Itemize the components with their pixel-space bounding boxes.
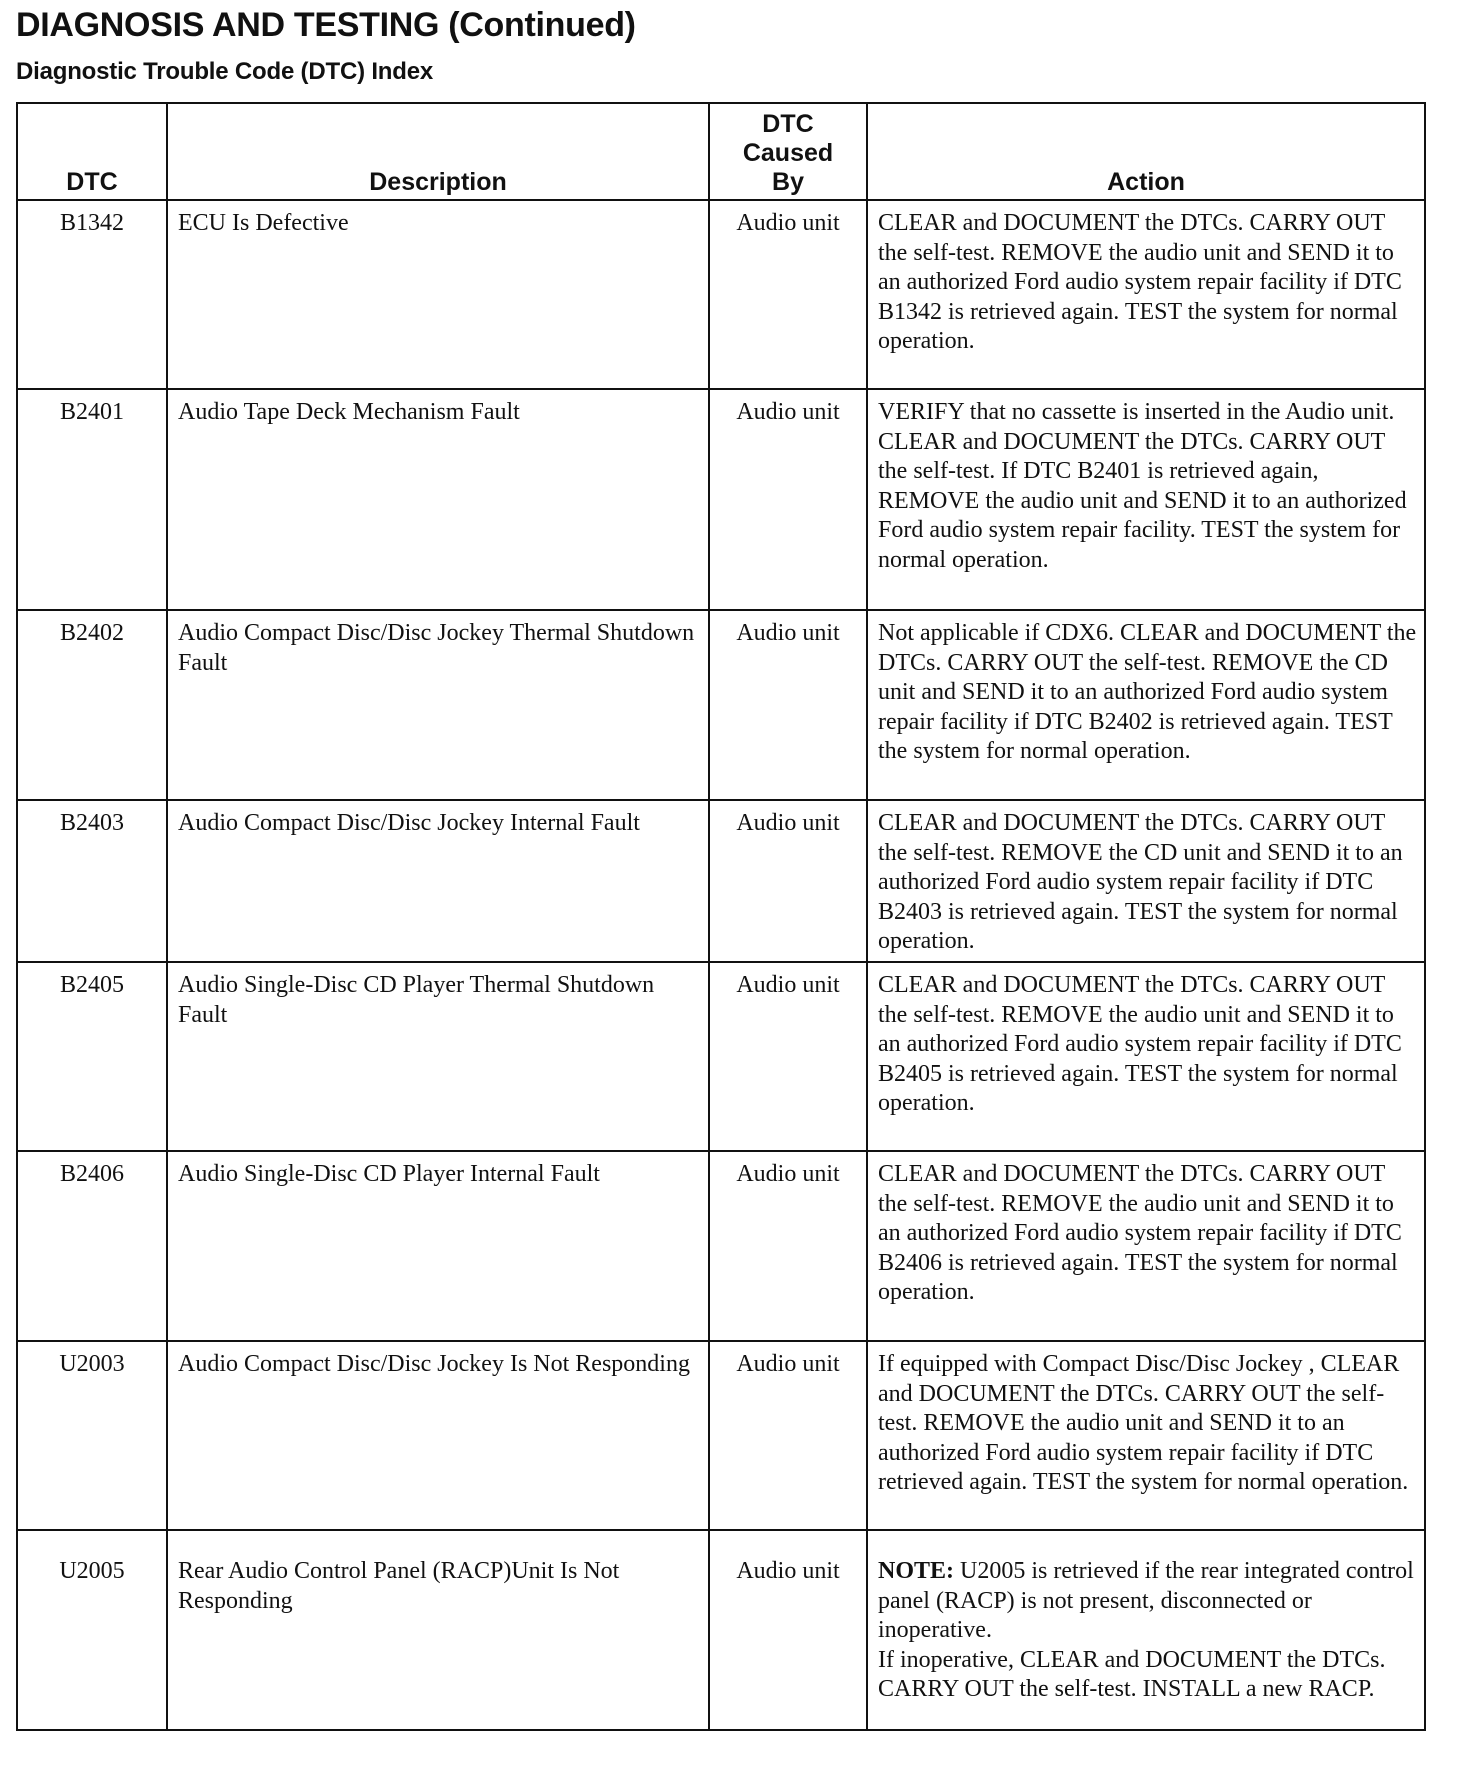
column-header-caused-by [709,103,867,200]
dtc-description: Audio Compact Disc/Disc Jockey Is Not Responding [167,1341,709,1530]
dtc-code: B2405 [17,962,167,1151]
dtc-caused-by: Audio unit [709,1151,867,1341]
table-row [17,1151,1425,1341]
dtc-action: CLEAR and DOCUMENT the DTCs. CARRY OUT the self-test. REMOVE the CD unit and SEND it to an authorized Ford audio system repair facility if DTC B2403 is retrieved again. TEST the system for normal operation. [867,800,1425,962]
dtc-code: B2402 [17,610,167,800]
table-row [17,610,1425,800]
dtc-action [867,1530,1425,1730]
column-header-action: Action [867,103,1425,200]
dtc-description: Audio Compact Disc/Disc Jockey Thermal Shutdown Fault [167,610,709,800]
table-row [17,1530,1425,1730]
dtc-code: B2401 [17,389,167,610]
dtc-action: CLEAR and DOCUMENT the DTCs. CARRY OUT the self-test. REMOVE the audio unit and SEND it to an authorized Ford audio system repair facility if DTC B1342 is retrieved again. TEST the system for normal operation. [867,200,1425,389]
dtc-caused-by: Audio unit [709,610,867,800]
caused-by-header-line-3: By [772,168,804,196]
dtc-code: U2005 [17,1530,167,1730]
dtc-caused-by: Audio unit [709,200,867,389]
note-text: U2005 is retrieved if the rear integrated control panel (RACP) is not present, disconnected or inoperative. [878,1557,1414,1644]
table-row [17,1341,1425,1530]
dtc-caused-by: Audio unit [709,962,867,1151]
dtc-code: B1342 [17,200,167,389]
column-header-dtc: DTC [17,103,167,200]
dtc-action: CLEAR and DOCUMENT the DTCs. CARRY OUT the self-test. REMOVE the audio unit and SEND it to an authorized Ford audio system repair facility if DTC B2406 is retrieved again. TEST the system for normal operation. [867,1151,1425,1341]
dtc-description: Audio Compact Disc/Disc Jockey Internal Fault [167,800,709,962]
dtc-code: B2403 [17,800,167,962]
page-heading: DIAGNOSIS AND TESTING (Continued) [16,6,636,44]
caused-by-header-line-1: DTC [762,110,814,138]
dtc-caused-by: Audio unit [709,1530,867,1730]
dtc-action: VERIFY that no cassette is inserted in the Audio unit. CLEAR and DOCUMENT the DTCs. CARRY OUT the self-test. If DTC B2401 is retrieved again, REMOVE the audio unit and SEND it to an authorized Ford audio system repair facility. TEST the system for normal operation. [867,389,1425,610]
table-title: Diagnostic Trouble Code (DTC) Index [16,58,434,85]
dtc-action: Not applicable if CDX6. CLEAR and DOCUMENT the DTCs. CARRY OUT the self-test. REMOVE the CD unit and SEND it to an authorized Ford audio system repair facility if DTC B2402 is retrieved again. TEST the system for normal operation. [867,610,1425,800]
dtc-code: U2003 [17,1341,167,1530]
dtc-index-table [16,102,1426,1731]
action-text: If inoperative, CLEAR and DOCUMENT the DTCs. CARRY OUT the self-test. INSTALL a new RACP. [878,1646,1386,1703]
dtc-caused-by: Audio unit [709,1341,867,1530]
note-label: NOTE: [878,1557,955,1584]
table-row [17,389,1425,610]
dtc-code: B2406 [17,1151,167,1341]
dtc-description: Rear Audio Control Panel (RACP)Unit Is Not Responding [167,1530,709,1730]
dtc-caused-by: Audio unit [709,800,867,962]
column-header-description: Description [167,103,709,200]
table-row [17,800,1425,962]
table-row [17,962,1425,1151]
dtc-caused-by: Audio unit [709,389,867,610]
dtc-description: ECU Is Defective [167,200,709,389]
table-row [17,200,1425,389]
caused-by-header-line-2: Caused [742,139,834,167]
dtc-description: Audio Single-Disc CD Player Internal Fault [167,1151,709,1341]
dtc-action: If equipped with Compact Disc/Disc Jockey , CLEAR and DOCUMENT the DTCs. CARRY OUT the self-test. REMOVE the audio unit and SEND it to an authorized Ford audio system repair facility if DTC retrieved again. TEST the system for normal operation. [867,1341,1425,1530]
table-header-row [17,103,1425,200]
dtc-description: Audio Tape Deck Mechanism Fault [167,389,709,610]
dtc-description: Audio Single-Disc CD Player Thermal Shutdown Fault [167,962,709,1151]
dtc-action: CLEAR and DOCUMENT the DTCs. CARRY OUT the self-test. REMOVE the audio unit and SEND it to an authorized Ford audio system repair facility if DTC B2405 is retrieved again. TEST the system for normal operation. [867,962,1425,1151]
